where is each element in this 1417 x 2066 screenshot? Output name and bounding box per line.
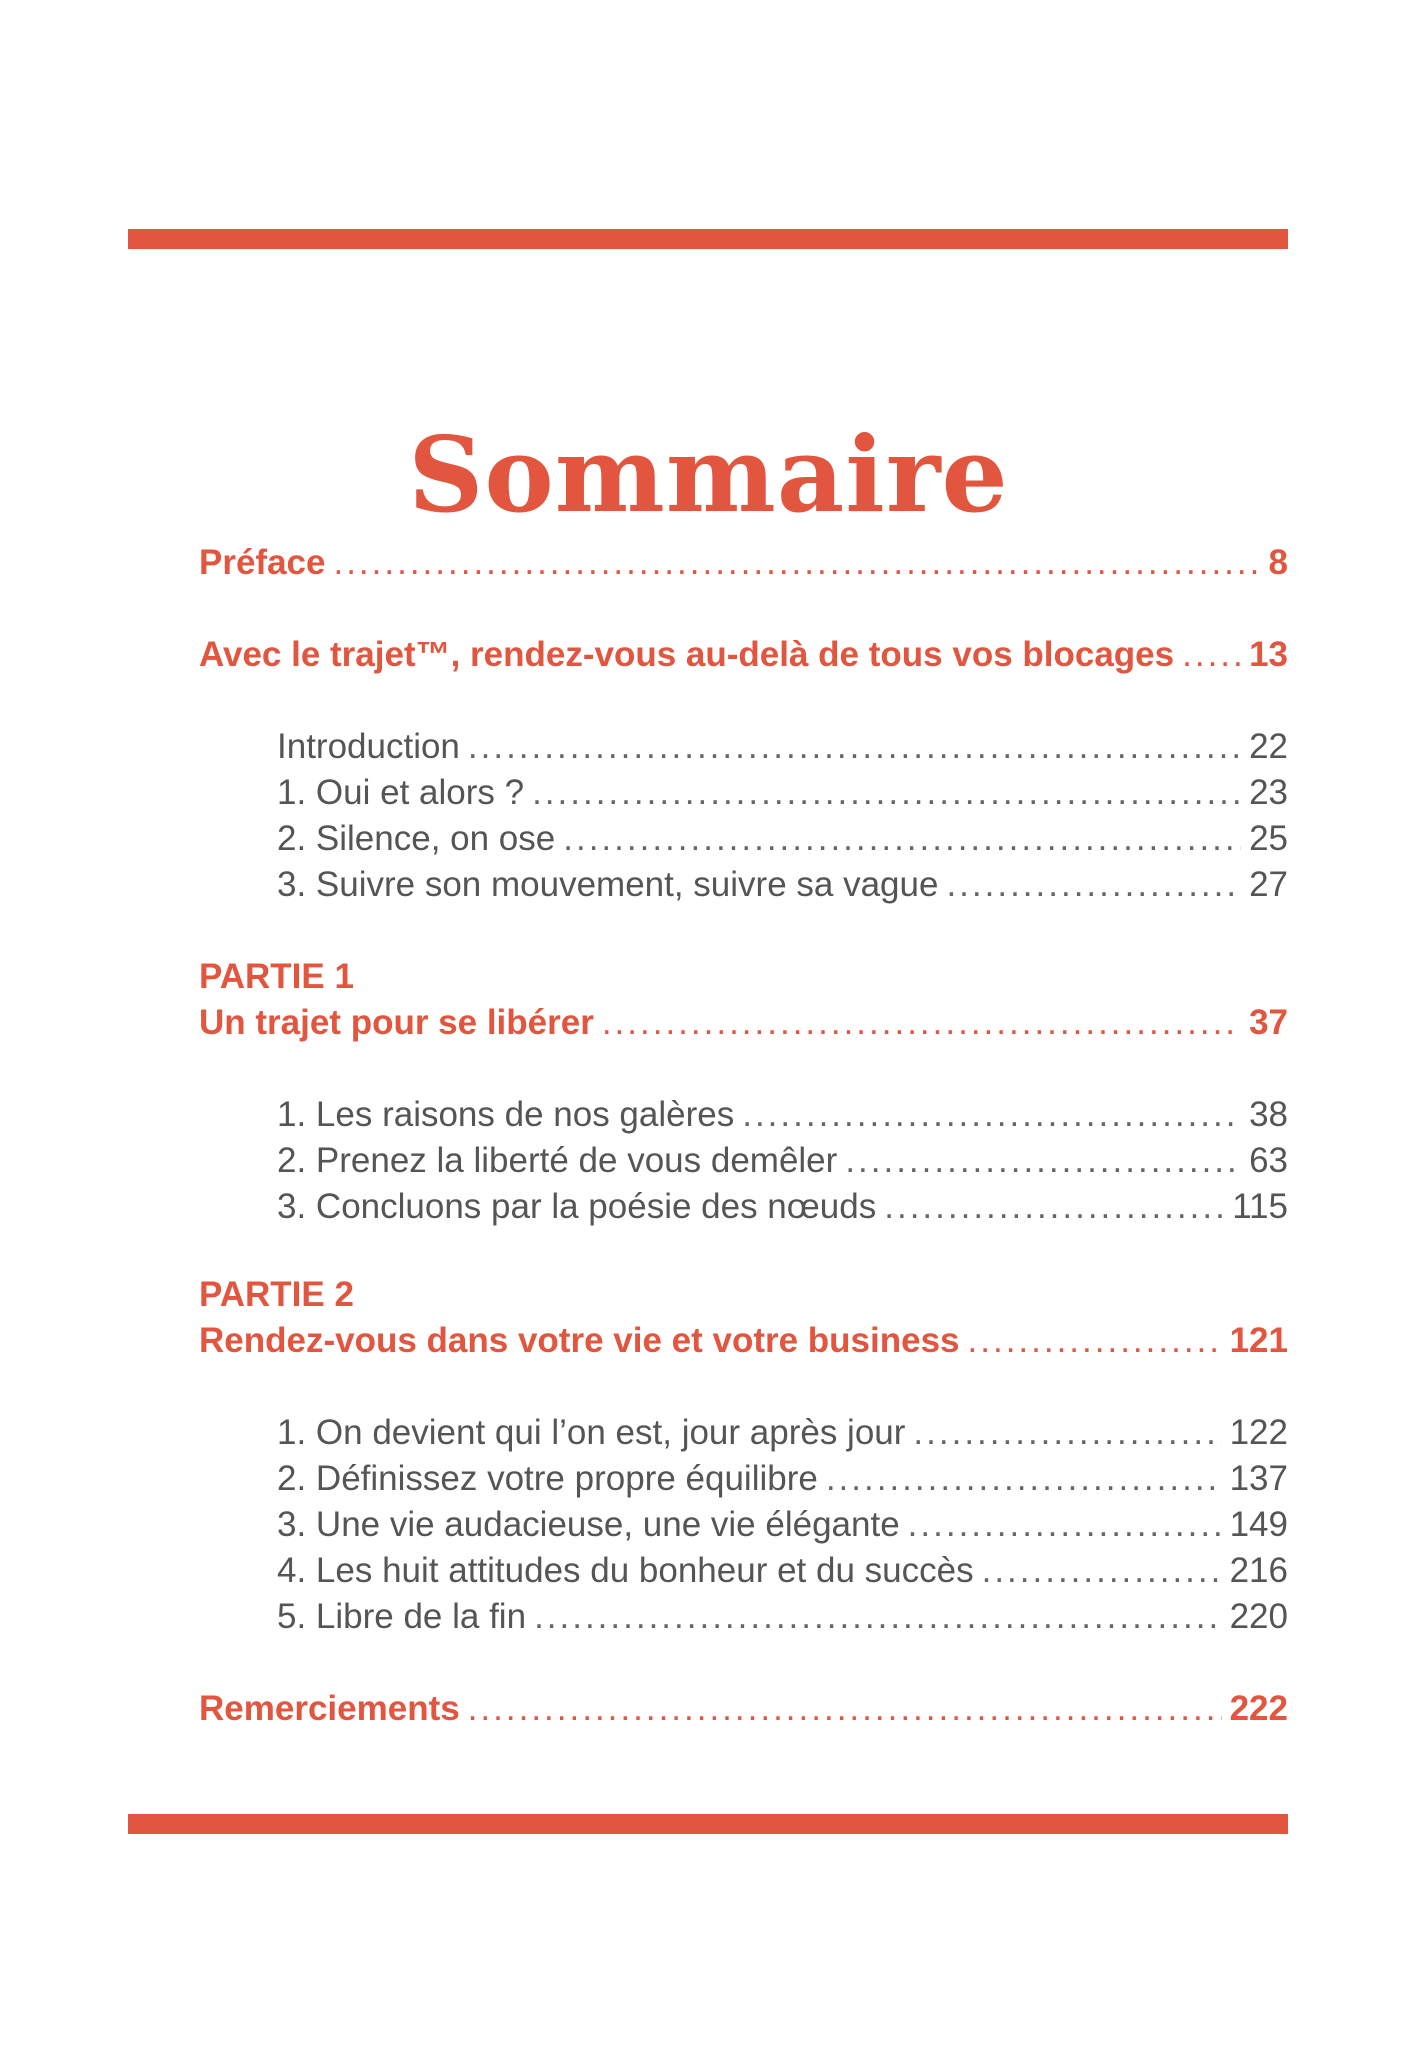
toc-subentry-label: 1. Oui et alors ?: [277, 773, 525, 812]
toc-subentry-label: 1. Les raisons de nos galères: [277, 1095, 735, 1134]
toc-subentry-label: 2. Prenez la liberté de vous demêler: [277, 1141, 838, 1180]
toc-subentry-page: 216: [1229, 1551, 1288, 1590]
toc-subentry-page: 220: [1229, 1597, 1288, 1636]
toc-subentry[interactable]: [277, 816, 1288, 862]
part-2-label: PARTIE 2: [199, 1275, 354, 1314]
toc-entry-page: 121: [1229, 1321, 1288, 1360]
dot-leader: [1182, 632, 1241, 678]
toc-entry-remerciements[interactable]: [199, 1686, 1288, 1732]
dot-leader: [946, 862, 1241, 908]
toc-subentry[interactable]: [277, 1138, 1288, 1184]
toc-subentry-page: 23: [1249, 773, 1288, 812]
dot-leader: [826, 1456, 1222, 1502]
toc-entry-preface[interactable]: [199, 540, 1288, 586]
toc-entry-page: 8: [1268, 543, 1288, 582]
toc-subentry-label: 4. Les huit attitudes du bonheur et du succès: [277, 1551, 974, 1590]
toc-subentry-page: 27: [1249, 865, 1288, 904]
bottom-rule: [128, 1814, 1288, 1834]
toc-subentry[interactable]: [277, 1594, 1288, 1640]
toc-entry-avec-le-trajet[interactable]: [199, 632, 1288, 678]
dot-leader: [982, 1548, 1222, 1594]
toc-entry-page: 37: [1249, 1003, 1288, 1042]
table-of-contents: [199, 540, 1288, 1732]
toc-subentry[interactable]: [277, 1410, 1288, 1456]
part-1-label: PARTIE 1: [199, 957, 354, 996]
toc-entry-part-1[interactable]: [199, 1000, 1288, 1046]
toc-subentry-label: 1. On devient qui l’on est, jour après jour: [277, 1413, 906, 1452]
toc-subentry-page: 149: [1229, 1505, 1288, 1544]
toc-subentry[interactable]: [277, 724, 1288, 770]
toc-subentry-label: Introduction: [277, 727, 460, 766]
toc-entry-part-2[interactable]: [199, 1318, 1288, 1364]
dot-leader: [913, 1410, 1221, 1456]
toc-subentry-label: 3. Suivre son mouvement, suivre sa vague: [277, 865, 939, 904]
toc-subentry[interactable]: [277, 1184, 1288, 1230]
toc-entry-label: Remerciements: [199, 1689, 460, 1728]
toc-subentry-page: 137: [1229, 1459, 1288, 1498]
toc-subentry-page: 122: [1229, 1413, 1288, 1452]
dot-leader: [908, 1502, 1222, 1548]
toc-entry-label: Avec le trajet™, rendez-vous au-delà de tous vos blocages: [199, 635, 1175, 674]
toc-subentry-page: 63: [1249, 1141, 1288, 1180]
toc-subentry[interactable]: [277, 770, 1288, 816]
dot-leader: [468, 724, 1241, 770]
page-title: Sommaire: [408, 412, 1009, 536]
dot-leader: [845, 1138, 1241, 1184]
dot-leader: [532, 770, 1241, 816]
dot-leader: [333, 540, 1260, 586]
dot-leader: [602, 1000, 1241, 1046]
toc-subentry-label: 2. Silence, on ose: [277, 819, 556, 858]
dot-leader: [742, 1092, 1241, 1138]
toc-subentry[interactable]: [277, 862, 1288, 908]
toc-subentry-page: 22: [1249, 727, 1288, 766]
toc-subentry[interactable]: [277, 1456, 1288, 1502]
dot-leader: [563, 816, 1241, 862]
dot-leader: [968, 1318, 1222, 1364]
toc-entry-label: Un trajet pour se libérer: [199, 1003, 594, 1042]
toc-subentry[interactable]: [277, 1548, 1288, 1594]
toc-subentry[interactable]: [277, 1502, 1288, 1548]
toc-entry-label: Préface: [199, 543, 326, 582]
toc-subentry-label: 3. Une vie audacieuse, une vie élégante: [277, 1505, 900, 1544]
toc-subentry[interactable]: [277, 1092, 1288, 1138]
toc-entry-page: 13: [1249, 635, 1288, 674]
dot-leader: [534, 1594, 1222, 1640]
toc-subentry-page: 115: [1232, 1187, 1288, 1226]
top-rule: [128, 229, 1288, 249]
toc-subentry-page: 25: [1249, 819, 1288, 858]
toc-entry-page: 222: [1229, 1689, 1288, 1728]
toc-subentry-page: 38: [1249, 1095, 1288, 1134]
toc-subentry-label: 3. Concluons par la poésie des nœuds: [277, 1187, 877, 1226]
dot-leader: [884, 1184, 1224, 1230]
toc-subentry-label: 2. Définissez votre propre équilibre: [277, 1459, 818, 1498]
toc-entry-label: Rendez-vous dans votre vie et votre business: [199, 1321, 960, 1360]
toc-subentry-label: 5. Libre de la fin: [277, 1597, 527, 1636]
dot-leader: [468, 1686, 1222, 1732]
